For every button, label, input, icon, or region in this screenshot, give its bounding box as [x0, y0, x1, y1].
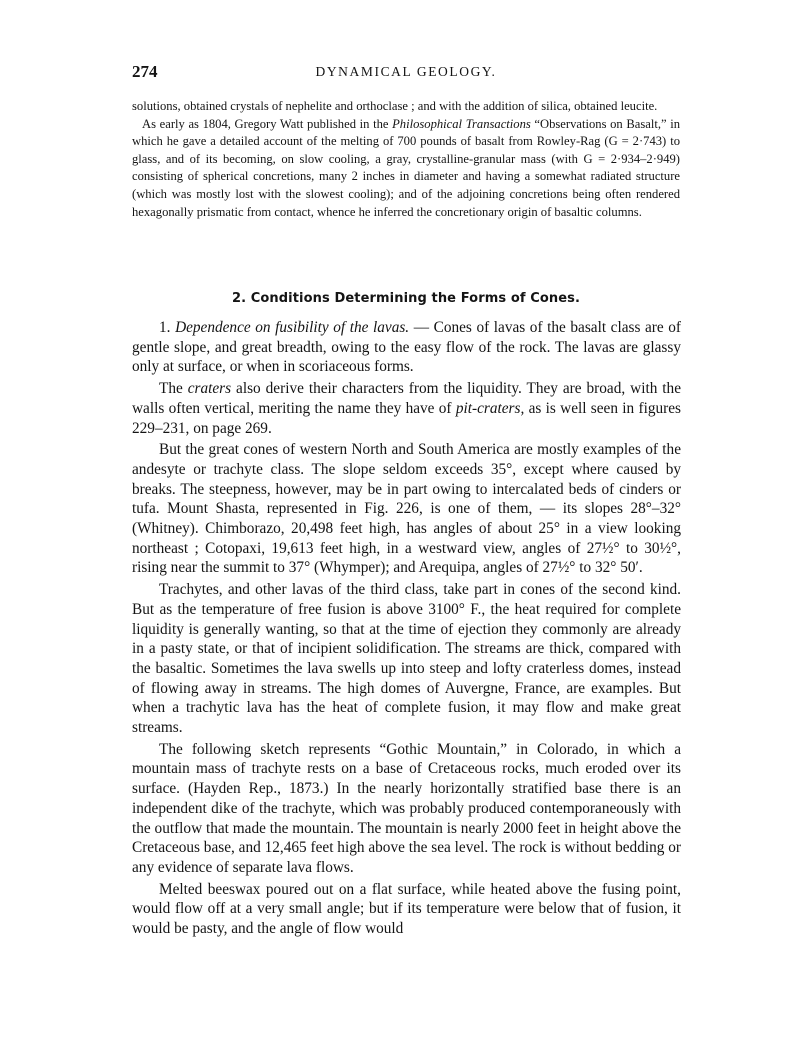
- term-pit-craters: pit-craters,: [455, 399, 525, 417]
- paragraph-beeswax: Melted beeswax poured out on a flat surface, while heated above the fusing point, would flow off at a very small angle; but if its temperature were below that of fusion, it would be pasty, and the angle of flow would: [132, 880, 681, 938]
- paragraph-craters: [132, 379, 681, 438]
- paragraph-gothic-mountain: The following sketch represents “Gothic Mountain,” in Colorado, in which a mountain mass of trachyte rests on a base of Cretaceous rocks, much eroded over its surface. (Hayden Rep., 1873.) In the nearly horizontally stratified base there is an independent dike of the trachyte, which was probably produced contemporaneously with the outflow that made the mountain. The mountain is nearly 2000 feet in height above the Cretaceous base, and 12,465 feet high above the sea level. The rock is without bedding or any evidence of separate lava flows.: [132, 740, 681, 876]
- section-heading: 2. Conditions Determining the Forms of Cones.: [231, 291, 581, 306]
- page-header: [132, 62, 680, 86]
- paragraph-text-b: also derive their characters from the liquidity. They are broad, with the walls often vertical, meriting the name they have of: [132, 380, 681, 417]
- intro-paragraph-1: solutions, obtained crystals of nephelite and orthoclase ; and with the addition of silica, obtained leucite.: [132, 99, 658, 113]
- running-head: DYNAMICAL GEOLOGY.: [315, 64, 497, 79]
- intro-text-a: As early as 1804, Gregory Watt published in the: [142, 116, 393, 131]
- paragraph-title: Dependence on fusibility of the lavas.: [175, 319, 410, 336]
- paragraph-number: 1.: [159, 319, 176, 336]
- paragraph-great-cones: But the great cones of western North and South America are mostly examples of the andesyte or trachyte class. The slope seldom exceeds 35°, except where caused by breaks. The steepness, however, may be in part owing to intercalated beds of cinders or tufa. Mount Shasta, represented in Fig. 226, is one of them, — its slopes 28°–32° (Whitney). Chimborazo, 20,498 feet high, has angles of about 25° in a view looking northeast ; Cotopaxi, 19,613 feet high, in a westward view, angles of 27½° to 30½°, rising near the summit to 37° (Whymper); and Arequipa, angles of 27½° to 32° 50′.: [132, 441, 681, 577]
- page-number: 274: [132, 62, 158, 81]
- term-craters: craters: [187, 380, 232, 398]
- journal-title: Philosophical Transactions: [392, 116, 531, 131]
- small-print-block: [132, 98, 680, 221]
- body-text: [132, 318, 681, 939]
- paragraph-text-c: as is well seen in figures 229–231, on page 269.: [132, 399, 681, 437]
- paragraph-trachytes: Trachytes, and other lavas of the third class, take part in cones of the second kind. But as the temperature of free fusion is above 3100° F., the heat required for complete liquidity is generally wanting, so that at the time of ejection they commonly are already in a pasty state, or that of incipient solidification. The streams are thick, compared with the basaltic. Sometimes the lava swells up into steep and lofty craterless domes, instead of flowing away in streams. The high domes of Auvergne, France, are examples. But when a trachytic lava has the heat of complete fusion, it may flow and make great streams.: [132, 581, 681, 737]
- intro-paragraph-2: [132, 116, 680, 222]
- paragraph-text-a: The: [159, 380, 188, 398]
- paragraph-dependence: [132, 318, 681, 377]
- intro-text-b: “Observations on Basalt,” in which he gave a detailed account of the melting of 700 pounds of basalt from Rowley-Rag (G = 2·743) to glass, and of its becoming, on slow cooling, a gray, crystalline-granular mass (with G = 2·934–2·949) consisting of spherical concretions, many 2 inches in diameter and having a somewhat radiated structure (which was mostly lost with the slowest cooling); and of the adjoining concretions being often rendered hexagonally prismatic from contact, whence he inferred the concretionary origin of basaltic columns.: [132, 116, 680, 219]
- paragraph-text: — Cones of lavas of the basalt class are of gentle slope, and great breadth, owing to the easy flow of the rock. The lavas are glassy only at surface, or when in scoriaceous forms.: [132, 319, 682, 376]
